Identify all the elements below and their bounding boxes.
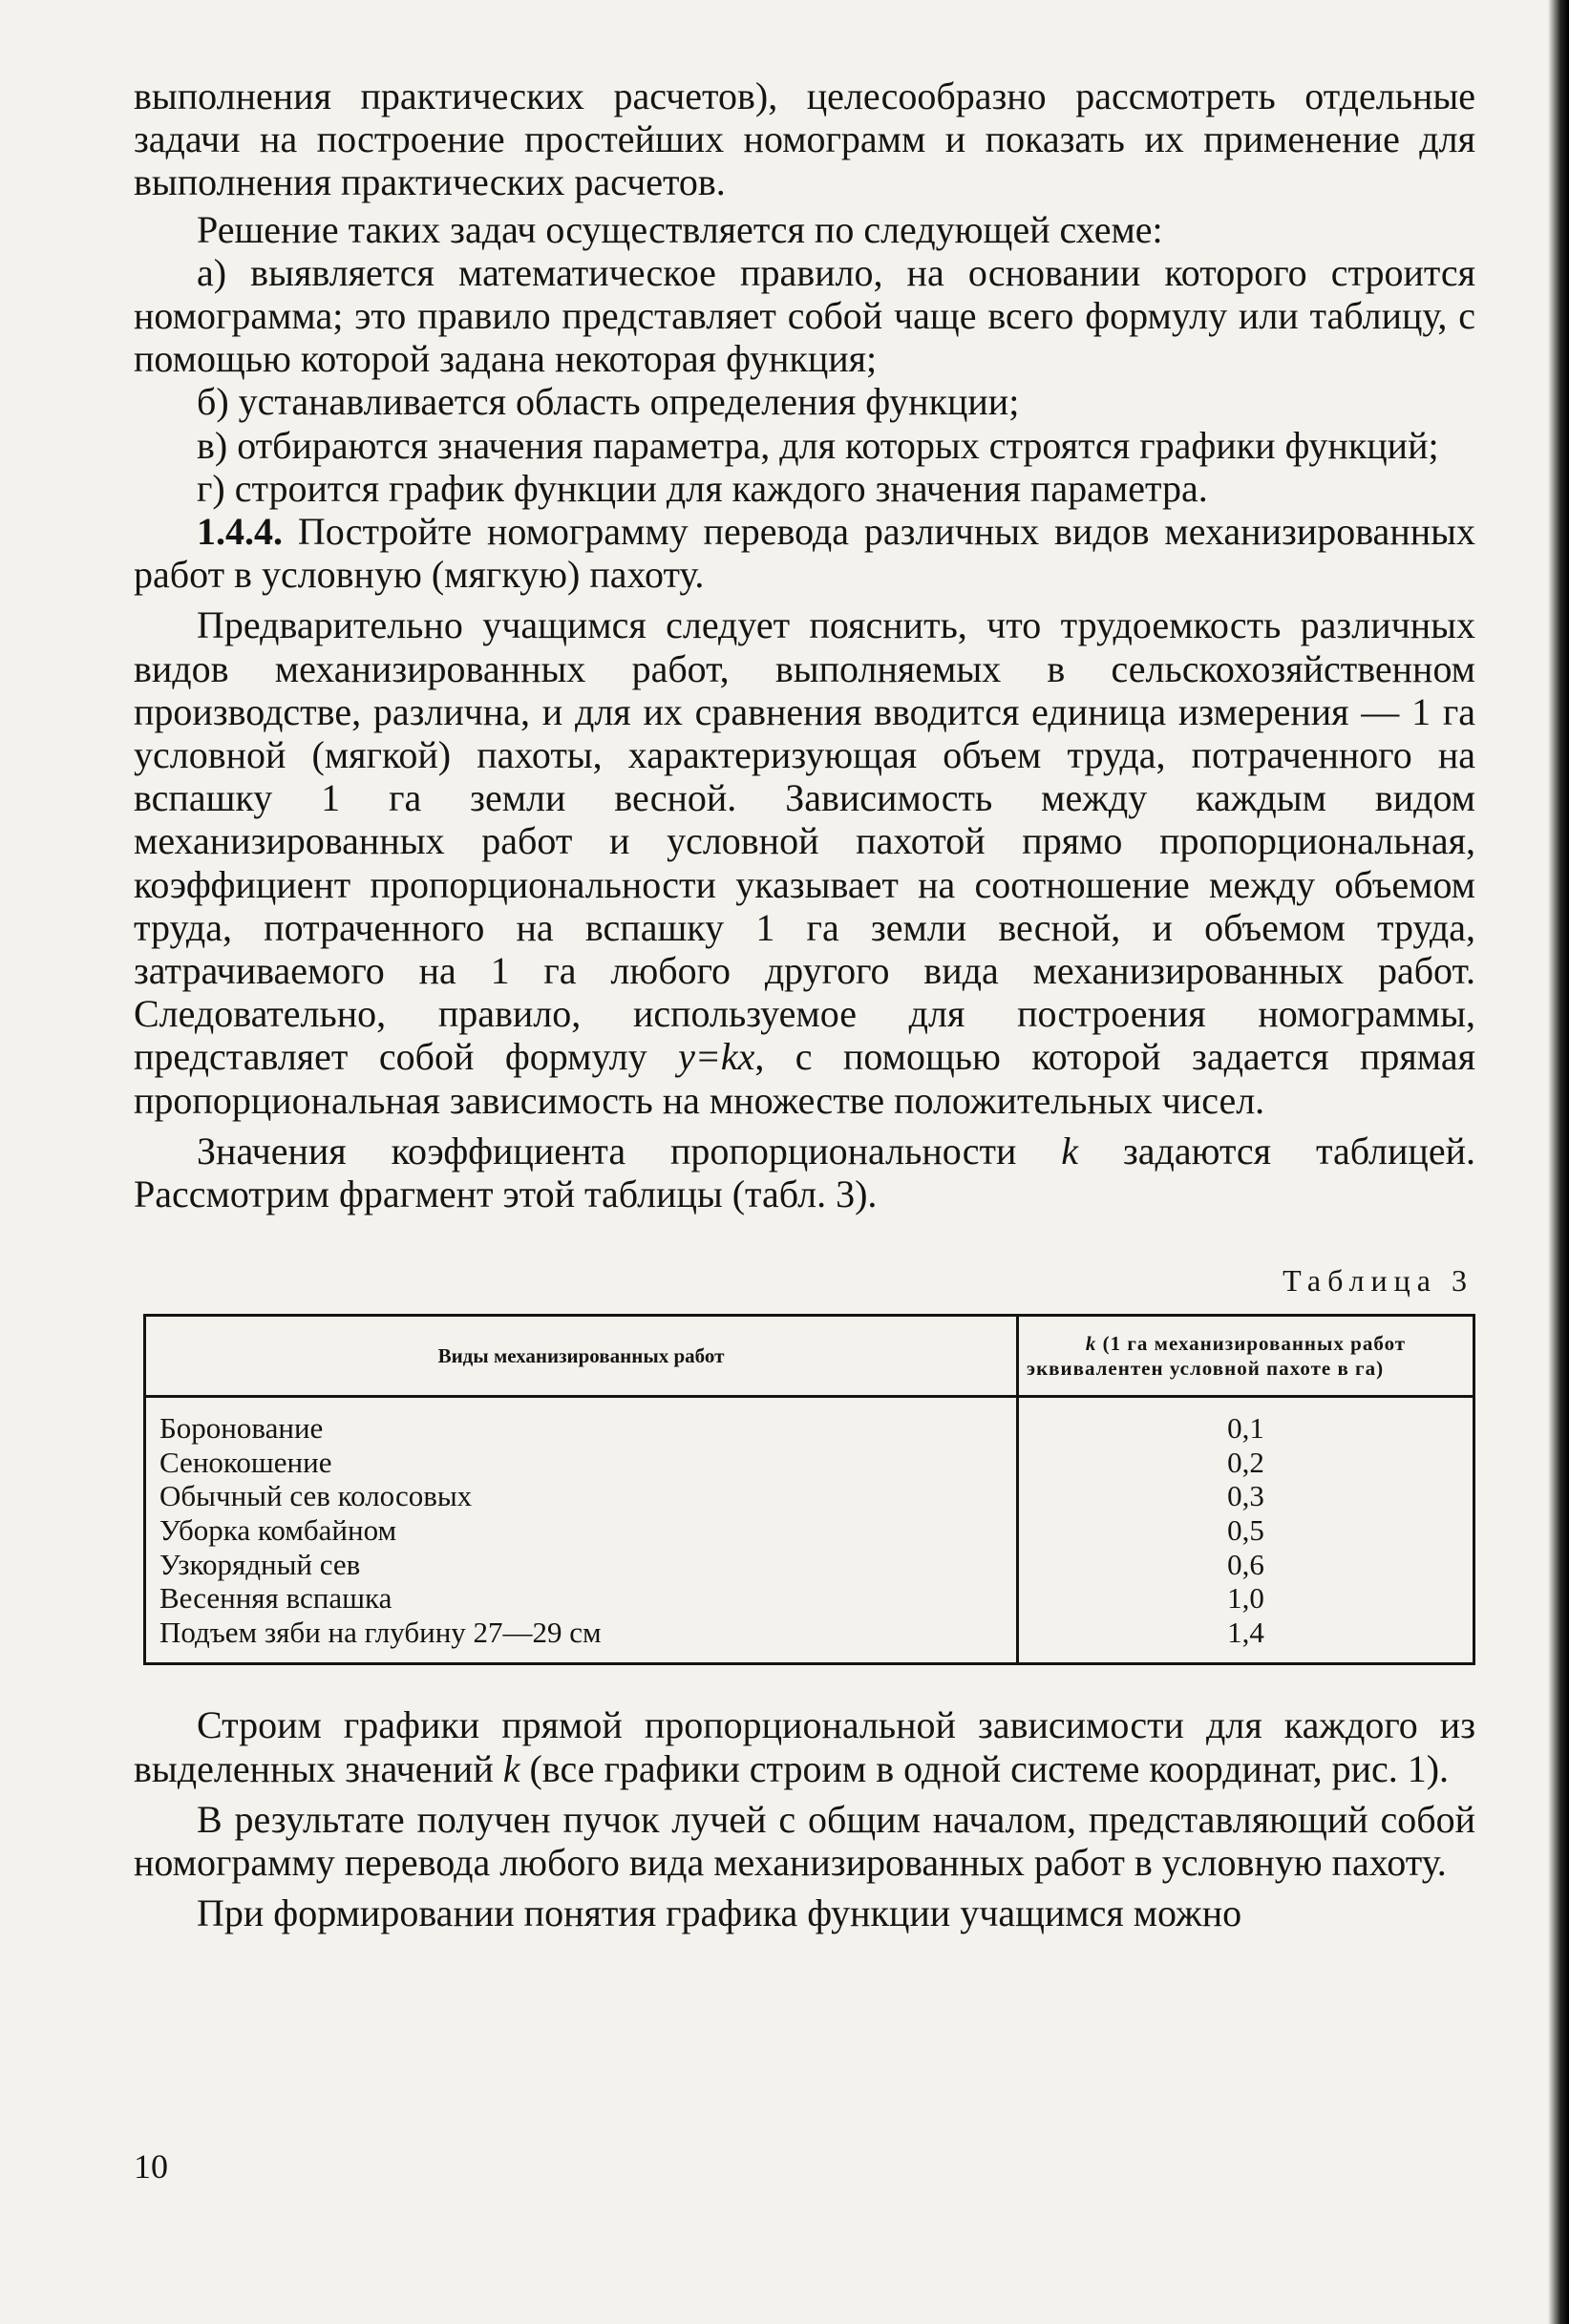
exercise-number: 1.4.4. bbox=[197, 510, 283, 554]
formula: y=kx bbox=[678, 1035, 755, 1079]
list-item-a: а) выявляется математическое правило, на основании которого строится номограмма; это правило представляет собой чаще всего формулу или таблицу, с помощью которой задана некоторая функция; bbox=[134, 250, 1475, 381]
table-cell-kind: Боронование bbox=[159, 1411, 324, 1446]
paragraph-scheme: Решение таких задач осуществляется по следующей схеме: bbox=[197, 207, 1163, 251]
table-header-kind: Виды механизированных работ bbox=[145, 1316, 1018, 1397]
table-cell-k: 1,4 bbox=[1227, 1615, 1264, 1649]
coefficient-paragraph bbox=[134, 1130, 1475, 1215]
list-item-b: б) устанавливается область определения функции; bbox=[197, 380, 1020, 424]
table-cell-k: 0,3 bbox=[1227, 1479, 1264, 1513]
table-cell-kind: Уборка комбайном bbox=[159, 1513, 397, 1548]
graphs-symbol: k bbox=[502, 1746, 520, 1790]
exercise-paragraph bbox=[134, 510, 1475, 596]
list-item-d: г) строится график функции для каждого значения параметра. bbox=[197, 466, 1208, 510]
graphs-paragraph bbox=[134, 1703, 1475, 1789]
paragraph-intro: выполнения практических расчетов), целесообразно рассмотреть отдельные задачи на построение простейших номограмм и показать их применение для выполнения практических расчетов. bbox=[134, 74, 1475, 204]
explanation-text-2: , с помощью которой задается прямая пропорциональная зависимость на множестве положительных чисел. bbox=[134, 1035, 1475, 1122]
table-cell-k: 0,1 bbox=[1227, 1411, 1264, 1446]
table-title: Таблица 3 bbox=[1283, 1263, 1474, 1299]
list-item-c: в) отбираются значения параметра, для которых строятся графики функций; bbox=[197, 423, 1439, 467]
graphs-text-2: (все графики строим в одной системе координат, рис. 1). bbox=[519, 1746, 1450, 1790]
table-cell-kind: Обычный сев колосовых bbox=[159, 1479, 473, 1513]
result-paragraph: В результате получен пучок лучей с общим началом, представляющий собой номограмму перевода любого вида механизированных работ в условную пахоту. bbox=[134, 1797, 1475, 1885]
table-header-k bbox=[1018, 1316, 1474, 1397]
table-cell-k: 0,6 bbox=[1227, 1547, 1264, 1581]
page-binding-edge bbox=[1548, 0, 1569, 2324]
coefficient-text-2: задаются таблицей. Рассмотрим фрагмент этой таблицы (табл. 3). bbox=[134, 1129, 1475, 1216]
coefficient-symbol: k bbox=[1061, 1129, 1079, 1173]
table-header-k-symbol: k bbox=[1085, 1332, 1097, 1356]
table-body-row bbox=[145, 1397, 1474, 1664]
explanation-paragraph bbox=[134, 603, 1475, 1121]
table-k-column bbox=[1018, 1397, 1474, 1664]
table-header-row bbox=[145, 1316, 1474, 1397]
table-cell-kind: Сенокошение bbox=[159, 1445, 332, 1479]
table-cell-k: 0,2 bbox=[1227, 1445, 1264, 1479]
final-paragraph: При формировании понятия графика функции учащимся можно bbox=[197, 1891, 1242, 1935]
graphs-text-1: Строим графики прямой пропорциональной зависимости для каждого из выделенных значений bbox=[134, 1703, 1475, 1790]
table-cell-kind: Весенняя вспашка bbox=[159, 1581, 392, 1616]
table-cell-kind: Подъем зяби на глубину 27—29 см bbox=[159, 1615, 602, 1649]
table-cell-kind: Узкорядный сев bbox=[159, 1547, 361, 1581]
page-body bbox=[134, 74, 1475, 1934]
explanation-text-1: Предварительно учащимся следует пояснить, что трудоемкость различных видов механизированных работ, выполняемых в сельскохозяйственном производстве, различна, и для их сравнения вводится единица измерения — 1 га условной (мягкой) пахоты, характеризующая объем труда, потраченного на вспашку 1 га земли весной. Зависимость между каждым видом механизированных работ и условной пахотой прямо пропорциональная, коэффициент пропорциональности указывает на соотношение между объемом труда, потраченного на вспашку 1 га земли весной, и объемом труда, затрачиваемого на 1 га любого другого вида механизированных работ. Следовательно, правило, используемое для построения номограммы, представляет собой формулу bbox=[134, 603, 1475, 1079]
table-header-k-text: (1 га механизированных работ эквивалентен условной пахоте в га) bbox=[1027, 1332, 1407, 1381]
exercise-text: Постройте номограмму перевода различных видов механизированных работ в условную (мягкую) пахоту. bbox=[134, 510, 1475, 597]
coefficient-table bbox=[143, 1314, 1475, 1665]
page-number: 10 bbox=[134, 2147, 168, 2186]
table-cell-k: 0,5 bbox=[1227, 1513, 1264, 1548]
table-kinds-column bbox=[145, 1397, 1018, 1664]
table-cell-k: 1,0 bbox=[1227, 1581, 1264, 1616]
coefficient-text-1: Значения коэффициента пропорциональности bbox=[197, 1129, 1062, 1173]
